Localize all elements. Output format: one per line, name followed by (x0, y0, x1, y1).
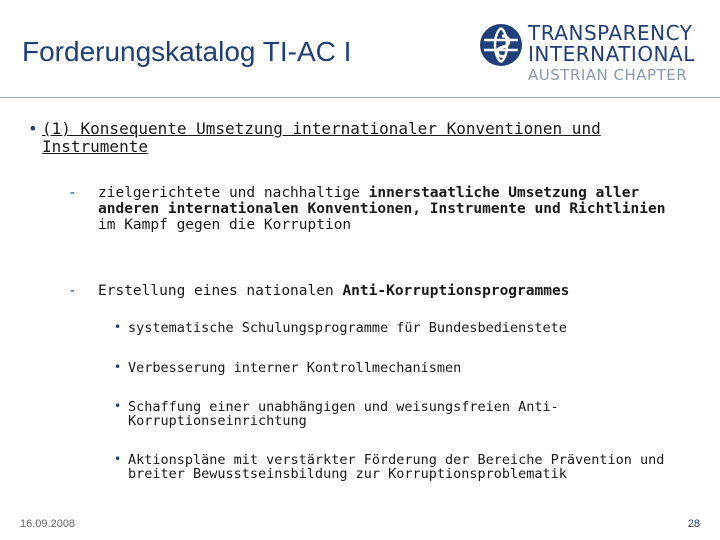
sub-point-1-text-a: zielgerichtete und nachhaltige (98, 185, 369, 201)
logo-text-transparency: TRANSPARENCY (528, 21, 693, 45)
list-item (114, 320, 688, 336)
sub-point-1-bold: innerstaatliche Umsetzung aller anderen internationalen Konventionen, Instrumente und Richtlinien (98, 185, 666, 217)
sub-point-1 (68, 185, 678, 233)
slide-title: Forderungskatalog TI-AC I (22, 36, 352, 67)
bullet-dot-icon: • (28, 119, 38, 138)
list-item (114, 399, 688, 429)
sub-point-2-text-a: Erstellung eines nationalen (98, 283, 343, 299)
globe-icon (478, 22, 524, 68)
main-bullet (28, 119, 662, 156)
bullet-dot-icon: • (114, 360, 122, 374)
page-number: 28 (687, 518, 700, 530)
list-item-text: Schaffung einer unabhängigen und weisungsfreien Anti-Korruptionseinrichtung (128, 399, 559, 429)
ti-logo (478, 20, 714, 88)
list-item-text: systematische Schulungsprogramme für Bundesbedienstete (128, 320, 567, 336)
sub-point-2-bold: Anti-Korruptionsprogrammes (342, 283, 570, 299)
sub-point-1-text-b: im Kampf gegen die Korruption (98, 217, 352, 233)
dash-icon: - (68, 283, 77, 299)
bullet-dot-icon: • (114, 320, 122, 334)
slide-date: 16.09.2008 (20, 518, 76, 530)
logo-text-austrian-chapter: AUSTRIAN CHAPTER (528, 66, 688, 84)
bullet-dot-icon: • (114, 399, 122, 413)
bullet-dot-icon: • (114, 452, 122, 466)
list-item-text: Aktionspläne mit verstärkter Förderung der Bereiche Prävention und breiter Bewusstseinsbildung zur Korruptionsproblematik (128, 452, 665, 482)
list-item (114, 360, 688, 376)
title-divider (0, 97, 720, 98)
logo-text-international: INTERNATIONAL (528, 42, 695, 66)
main-bullet-text: (1) Konsequente Umsetzung internationaler Konventionen und Instrumente (42, 119, 601, 156)
list-item (114, 452, 688, 482)
list-item-text: Verbesserung interner Kontrollmechanismen (128, 360, 462, 376)
dash-icon: - (68, 185, 77, 201)
sub-point-2 (68, 283, 678, 299)
